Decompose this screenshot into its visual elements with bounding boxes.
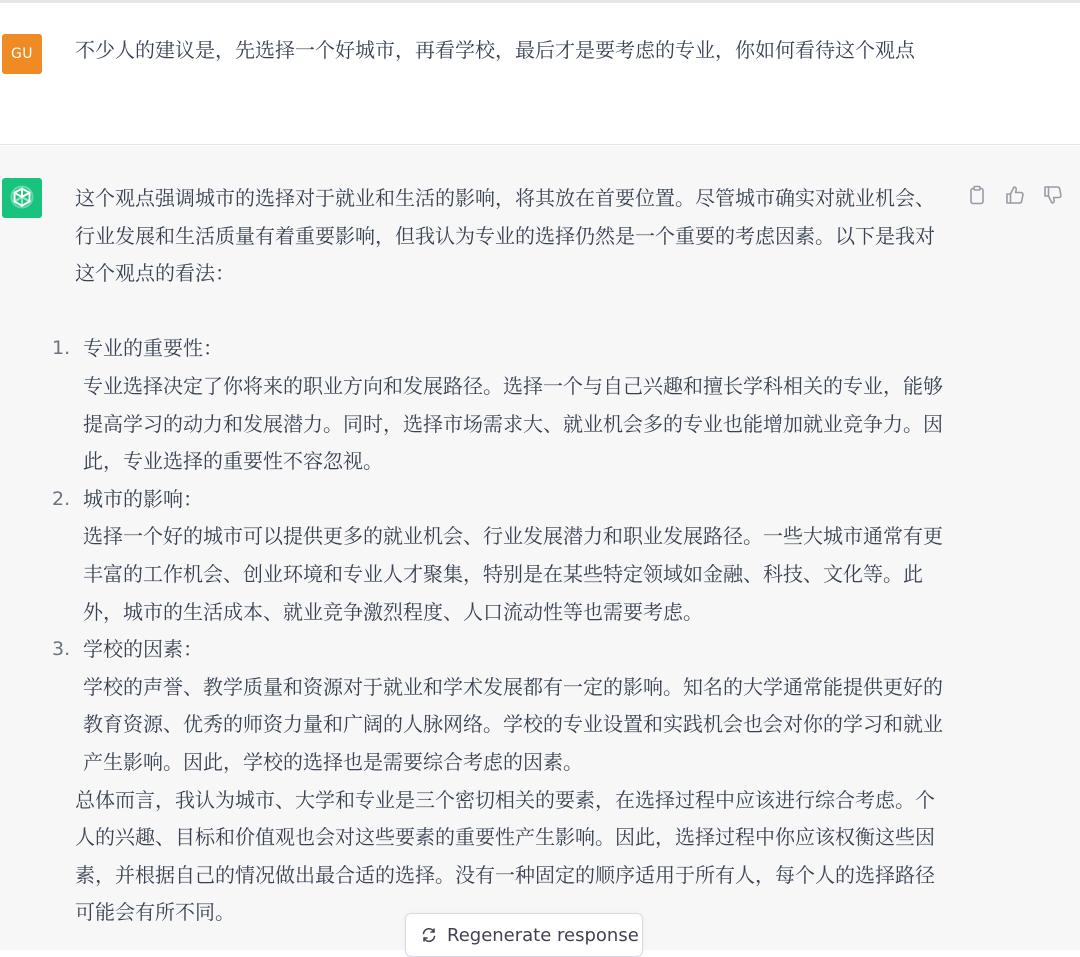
list-item-number: 2.	[52, 487, 71, 510]
list-item	[52, 481, 945, 631]
user-message-text: 不少人的建议是，先选择一个好城市，再看学校，最后才是要考虑的专业，你如何看待这个观点	[75, 38, 915, 62]
user-avatar-initials: GU	[10, 46, 34, 62]
list-item-heading	[52, 631, 945, 669]
thumbs-down-button[interactable]	[1042, 184, 1064, 206]
assistant-closing: 总体而言，我认为城市、大学和专业是三个密切相关的要素，在选择过程中应该进行综合考虑。个人的兴趣、目标和价值观也会对这些要素的重要性产生影响。因此，选择过程中你应该权衡这些因素，并根据自己的情况做出最合适的选择。没有一种固定的顺序适用于所有人，每个人的选择路径可能会有所不同。	[75, 787, 935, 925]
list-item	[52, 631, 945, 781]
list-item-heading	[52, 330, 945, 368]
assistant-message-body	[52, 180, 945, 932]
regenerate-response-button[interactable]	[405, 913, 643, 957]
list-item-title: 学校的因素：	[83, 637, 203, 662]
list-item-body: 选择一个好的城市可以提供更多的就业机会、行业发展潜力和职业发展路径。一些大城市通常有更丰富的工作机会、创业环境和专业人才聚集，特别是在某些特定领域如金融、科技、文化等。此外，城市的生活成本、就业竞争激烈程度、人口流动性等也需要考虑。	[83, 524, 943, 624]
user-avatar	[2, 34, 42, 74]
refresh-icon	[421, 927, 437, 943]
list-item-number: 1.	[52, 337, 71, 360]
openai-logo-icon	[8, 184, 36, 212]
assistant-message	[0, 146, 1080, 950]
list-item-number: 3.	[52, 638, 71, 661]
points-list	[52, 330, 945, 781]
assistant-intro: 这个观点强调城市的选择对于就业和生活的影响，将其放在首要位置。尽管城市确实对就业机会、行业发展和生活质量有着重要影响，但我认为专业的选择仍然是一个重要的考虑因素。以下是我对这个观点的看法：	[75, 186, 935, 286]
thumbs-down-icon	[1042, 184, 1064, 206]
assistant-avatar	[2, 178, 42, 218]
message-actions	[966, 182, 1070, 208]
list-item-body: 专业选择决定了你将来的职业方向和发展路径。选择一个与自己兴趣和擅长学科相关的专业，能够提高学习的动力和发展潜力。同时，选择市场需求大、就业机会多的专业也能增加就业竞争力。因此，专业选择的重要性不容忽视。	[83, 373, 943, 474]
list-item-body: 学校的声誉、教学质量和资源对于就业和学术发展都有一定的影响。知名的大学通常能提供更好的教育资源、优秀的师资力量和广阔的人脉网络。学校的专业设置和实践机会也会对你的学习和就业产生影响。因此，学校的选择也是需要综合考虑的因素。	[83, 674, 943, 774]
list-item-title: 城市的影响：	[83, 486, 203, 511]
clipboard-icon	[966, 184, 988, 206]
copy-button[interactable]	[966, 184, 988, 206]
user-message	[0, 3, 1080, 145]
list-item-heading	[52, 481, 945, 519]
regenerate-response-label: Regenerate response	[447, 924, 639, 946]
list-item	[52, 330, 945, 480]
thumbs-up-button[interactable]	[1004, 184, 1026, 206]
list-item-title: 专业的重要性：	[83, 336, 223, 361]
thumbs-up-icon	[1004, 184, 1026, 206]
